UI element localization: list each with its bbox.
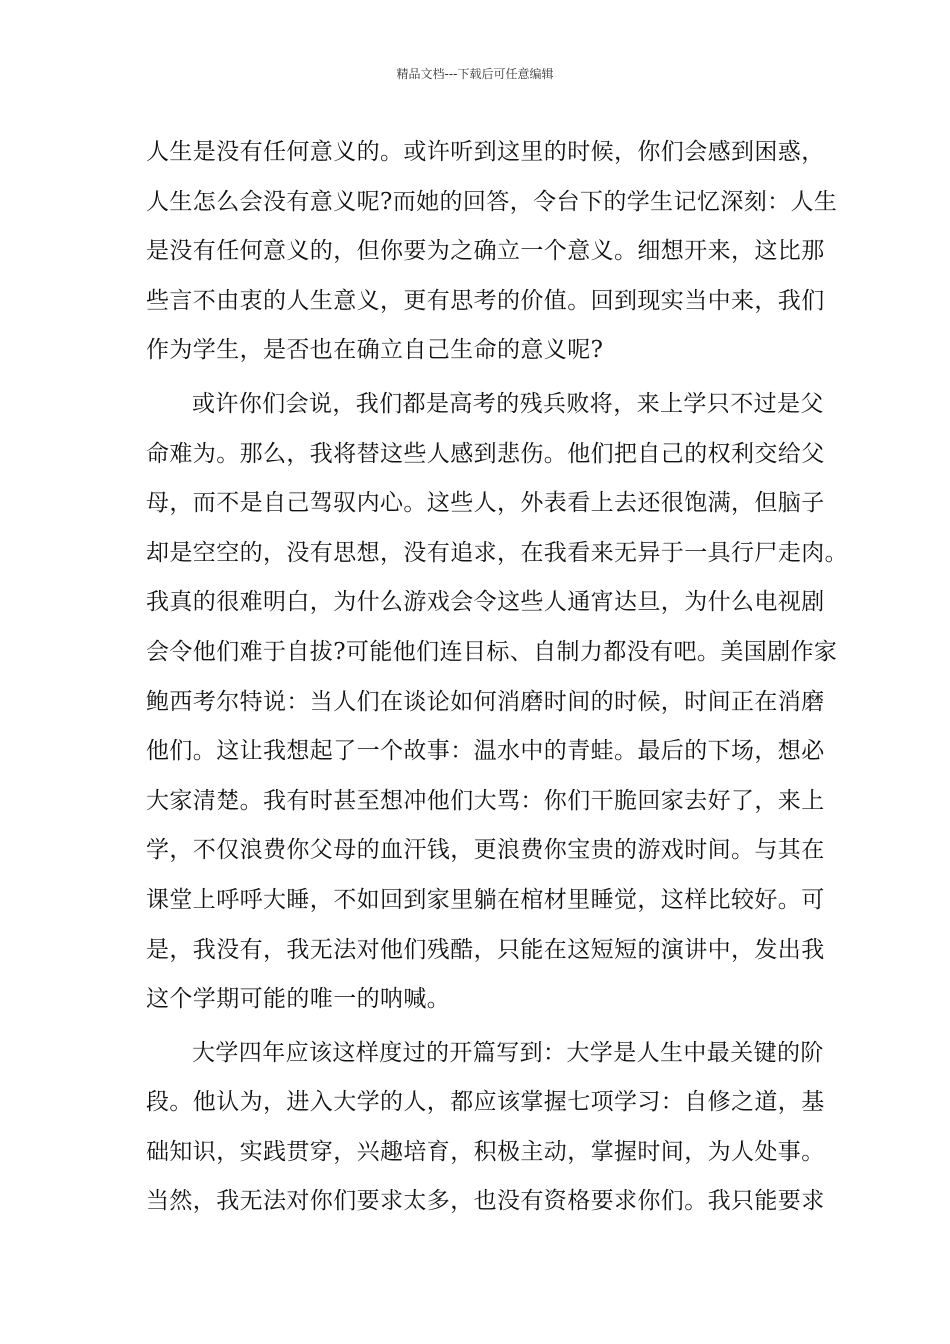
paragraph-2-line-11: 课堂上呼呼大睡，不如回到家里躺在棺材里睡觉，这样比较好。可	[146, 886, 825, 913]
paragraph-2-line-1: 或许你们会说，我们都是高考的残兵败将，来上学只不过是父	[192, 390, 824, 417]
paragraph-3-line-1: 大学四年应该这样度过的开篇写到：大学是人生中最关键的阶	[192, 1039, 824, 1066]
paragraph-2-line-2: 命难为。那么，我将替这些人感到悲伤。他们把自己的权利交给父	[146, 440, 825, 467]
paragraph-1-line-1: 人生是没有任何意义的。或许听到这里的时候，你们会感到困惑，	[146, 139, 825, 165]
paragraph-1-line-4: 些言不由衷的人生意义，更有思考的价值。回到现实当中来，我们	[146, 287, 825, 314]
paragraph-2-line-4: 却是空空的，没有思想，没有追求，在我看来无异于一具行尸走肉。	[146, 539, 848, 566]
paragraph-1-line-5: 作为学生，是否也在确立自己生命的意义呢?	[146, 337, 604, 364]
paragraph-3-line-2: 段。他认为，进入大学的人，都应该掌握七项学习：自修之道，基	[146, 1089, 825, 1116]
paragraph-2-line-5: 我真的很难明白，为什么游戏会令这些人通宵达旦，为什么电视剧	[146, 589, 825, 616]
paragraph-2-line-7: 鲍西考尔特说：当人们在谈论如何消磨时间的时候，时间正在消磨	[146, 688, 825, 715]
paragraph-2-line-13: 这个学期可能的唯一的呐喊。	[146, 986, 451, 1013]
paragraph-1-line-3: 是没有任何意义的，但你要为之确立一个意义。细想开来，这比那	[146, 238, 825, 265]
paragraph-2-line-6: 会令他们难于自拔?可能他们连目标、自制力都没有吧。美国剧作家	[146, 638, 838, 665]
paragraph-3-line-4: 当然，我无法对你们要求太多，也没有资格要求你们。我只能要求	[146, 1188, 825, 1215]
paragraph-2-line-10: 学，不仅浪费你父母的血汗钱，更浪费你宝贵的游戏时间。与其在	[146, 837, 825, 864]
paragraph-2-line-8: 他们。这让我想起了一个故事：温水中的青蛙。最后的下场，想必	[146, 738, 825, 765]
body-text	[146, 128, 848, 1227]
paragraph-3-line-3: 础知识，实践贯穿，兴趣培育，积极主动，掌握时间，为人处事。	[146, 1138, 825, 1165]
paragraph-2-line-12: 是，我没有，我无法对他们残酷，只能在这短短的演讲中，发出我	[146, 936, 825, 963]
paragraph-2-line-9: 大家清楚。我有时甚至想冲他们大骂：你们干脆回家去好了，来上	[146, 787, 825, 814]
paragraph-2-line-3: 母，而不是自己驾驭内心。这些人，外表看上去还很饱满，但脑子	[146, 490, 825, 517]
page-header: 精品文档---下载后可任意编辑	[396, 67, 554, 81]
paragraph-1-line-2: 人生怎么会没有意义呢?而她的回答，令台下的学生记忆深刻：人生	[146, 188, 838, 215]
